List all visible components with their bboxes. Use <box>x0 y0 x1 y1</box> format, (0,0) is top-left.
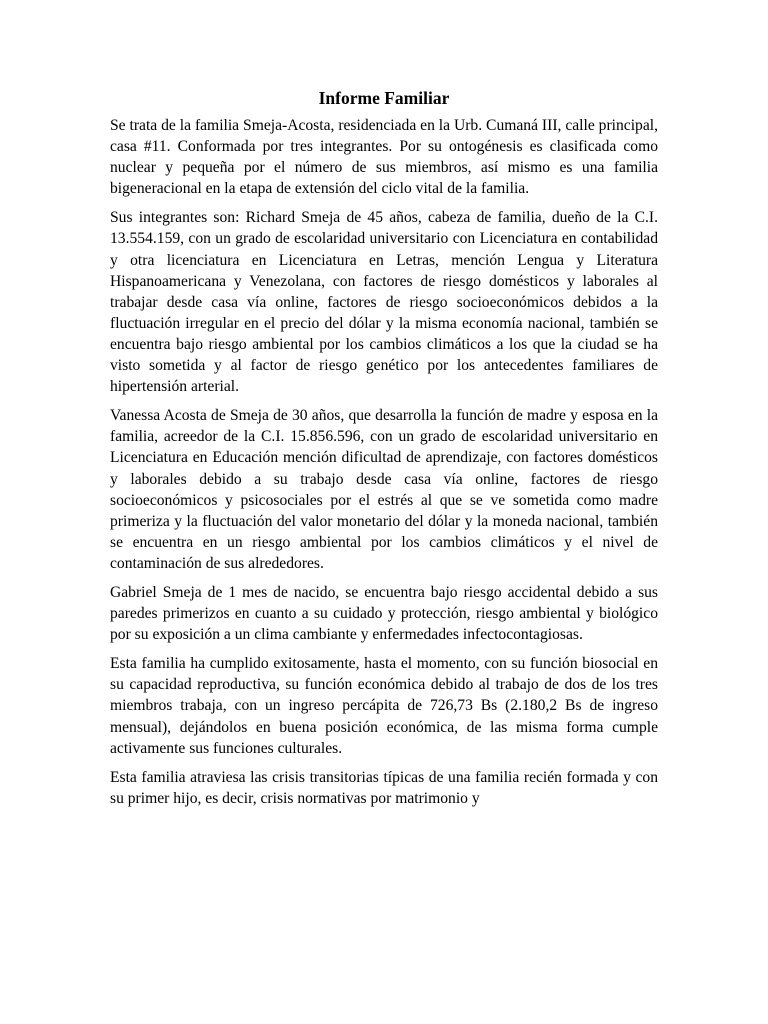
document-body <box>110 85 658 817</box>
document-title: Informe Familiar <box>318 88 450 108</box>
paragraph-richard: Sus integrantes son: Richard Smeja de 45 años, cabeza de familia, dueño de la C.I. 13.554.159, con un grado de escolaridad universitario con Licenciatura en contabilidad y otra licenciatura en Licenciatura en Letras, mención Lengua y Literatura Hispanoamericana y Venezolana, con factores de riesgo domésticos y laborales al trabajar desde casa vía online, factores de riesgo socioeconómicos debidos a la fluctuación irregular en el precio del dólar y la misma economía nacional, también se encuentra bajo riesgo ambiental por los cambios climáticos a los que la ciudad se ha visto sometida y al factor de riesgo genético por los antecedentes familiares de hipertensión arterial. <box>110 209 658 396</box>
paragraph-family-overview: Se trata de la familia Smeja-Acosta, residenciada en la Urb. Cumaná III, calle principal, casa #11. Conformada por tres integrantes. Por su ontogénesis es clasificada como nuclear y pequeña por el número de sus miembros, así mismo es una familia bigeneracional en la etapa de extensión del ciclo vital de la familia. <box>110 117 658 198</box>
paragraph-family-crisis: Esta familia atraviesa las crisis transitorias típicas de una familia recién formada y con su primer hijo, es decir, crisis normativas por matrimonio y <box>110 768 658 807</box>
paragraph-family-functions: Esta familia ha cumplido exitosamente, hasta el momento, con su función biosocial en su capacidad reproductiva, su función económica debido al trabajo de dos de los tres miembros trabaja, con un ingreso percápita de 726,73 Bs (2.180,2 Bs de ingreso mensual), dejándolos en buena posición económica, de las misma forma cumple activamente sus funciones culturales. <box>110 655 658 757</box>
paragraph-vanessa: Vanessa Acosta de Smeja de 30 años, que desarrolla la función de madre y esposa en la familia, acreedor de la C.I. 15.856.596, con un grado de escolaridad universitario en Licenciatura en Educación mención dificultad de aprendizaje, con factores domésticos y laborales debido a su trabajo desde casa vía online, factores de riesgo socioeconómicos y psicosociales por el estrés al que se ve sometida como madre primeriza y la fluctuación del valor monetario del dólar y la moneda nacional, también se encuentra en un riesgo ambiental por los cambios climáticos y el nivel de contaminación de sus alrededores. <box>110 407 658 572</box>
paragraph-gabriel: Gabriel Smeja de 1 mes de nacido, se encuentra bajo riesgo accidental debido a sus paredes primerizos en cuanto a su cuidado y protección, riesgo ambiental y biológico por su exposición a un clima cambiante y enfermedades infectocontagiosas. <box>110 583 658 644</box>
